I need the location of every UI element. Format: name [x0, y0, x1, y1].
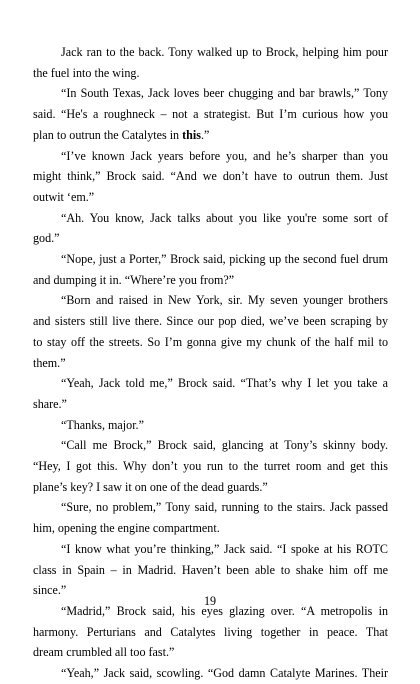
text-line: “Madrid,” Brock said, his eyes glazing over. “A metropolis in	[61, 603, 388, 618]
text-line: “Yeah, Jack told me,” Brock said. “That’s why I let you take a	[61, 376, 388, 391]
text-line: “Call me Brock,” Brock said, glancing at Tony’s skinny body.	[61, 438, 388, 453]
text-line: share.”	[33, 396, 67, 411]
text-line: and sisters still live there. Since our pop died, we’ve been scraping by	[33, 314, 388, 329]
text-line: class in Spain – in Madrid. Haven’t been able to shake him off me	[33, 562, 388, 577]
text-segment: .”	[200, 127, 210, 142]
page-body-text	[33, 42, 388, 684]
text-line: “Nope, just a Porter,” Brock said, picking up the second fuel drum	[61, 252, 388, 267]
text-line: Jack ran to the back. Tony walked up to Brock, helping him pour	[61, 45, 388, 59]
text-segment: plan to outrun the Catalytes in	[33, 127, 183, 142]
text-line: “I’ve known Jack years before you, and he’s sharper than you	[61, 148, 388, 163]
text-line: outwit ‘em.”	[33, 189, 95, 204]
text-line: “In South Texas, Jack loves beer chugging and bar brawls,” Tony	[61, 86, 388, 101]
text-line: “I know what you’re thinking,” Jack said. “I spoke at his ROTC	[61, 541, 388, 556]
text-line: “Born and raised in New York, sir. My seven younger brothers	[61, 293, 388, 308]
text-line	[33, 125, 388, 146]
text-line: since.”	[33, 583, 67, 598]
text-line: him, opening the engine compartment.	[33, 521, 220, 536]
text-line: “Yeah,” Jack said, scowling. “God damn Catalyte Marines. Their	[61, 666, 388, 681]
text-line: harmony. Perturians and Catalytes living together in peace. That	[33, 624, 388, 639]
text-line: “Hey, I got this. Why don’t you run to the turret room and get this	[33, 459, 388, 474]
text-line: “Thanks, major.”	[61, 417, 144, 432]
text-line: god.”	[33, 231, 60, 246]
text-line: said. “He's a roughneck – not a strategist. But I’m curious how you	[33, 107, 388, 122]
text-line: the fuel into the wing.	[33, 65, 140, 80]
text-line: and dumping it in. “Where’re you from?”	[33, 272, 235, 287]
text-line: plane’s key? I saw it on one of the dead guards.”	[33, 479, 268, 494]
text-line: “Sure, no problem,” Tony said, running to the stairs. Jack passed	[61, 500, 388, 515]
emphasized-word: this	[182, 127, 201, 142]
text-line: “Ah. You know, Jack talks about you like you're some sort of	[61, 210, 388, 225]
text-line: them.”	[33, 355, 66, 370]
page-number: 19	[203, 594, 217, 608]
text-line: might think,” Brock said. “And we don’t have to outrun them. Just	[33, 169, 388, 184]
text-line: dream crumbled all too fast.”	[33, 645, 175, 660]
text-line: to stay off the streets. So I’m gonna give my chunk of the half mil to	[33, 334, 388, 349]
